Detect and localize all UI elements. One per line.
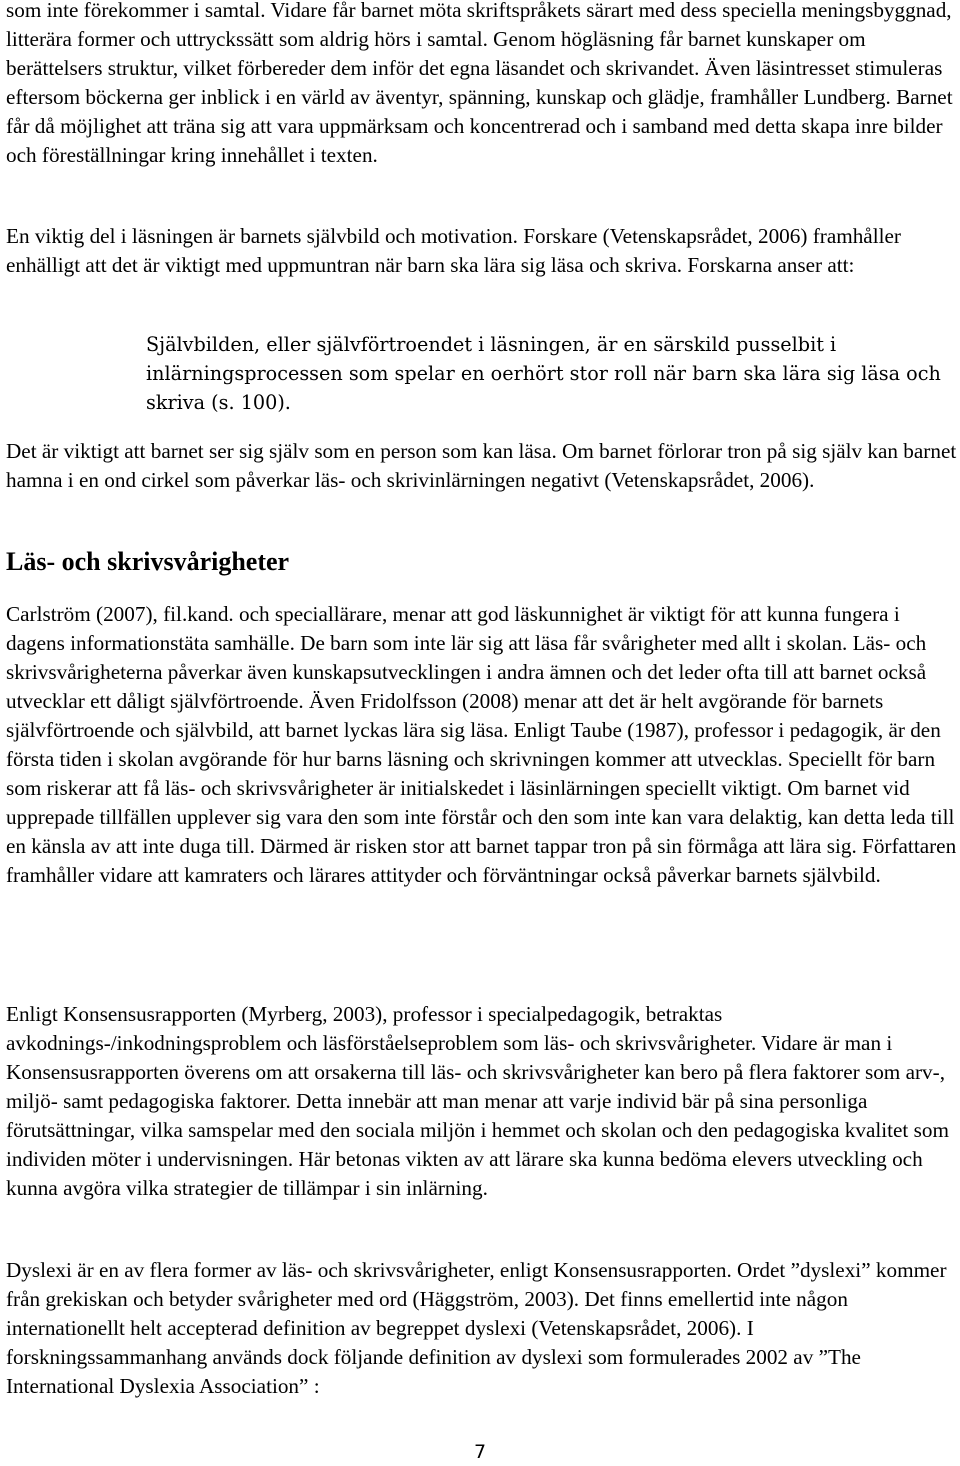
section-heading: Läs- och skrivsvårigheter xyxy=(6,547,290,576)
paragraph-self-belief: Det är viktigt att barnet ser sig själv som en person som kan läsa. Om barnet förlorar tron på sig själv kan barnet hamna i en ond cirkel som påverkar läs- och skrivinlärningen negativt (Vetenskapsrådet, 2006). xyxy=(6,439,957,492)
paragraph-reading-aloud: som inte förekommer i samtal. Vidare får barnet möta skriftspråkets särart med dess speciella meningsbyggnad, litterära former och uttryckssätt som aldrig hörs i samtal. Genom högläsning får barnet kunskaper om berättelsers struktur, vilket förbereder dem inför det egna läsandet och skrivandet. Även läsintresset stimuleras eftersom böckerna ger inblick i en värld av äventyr, spänning, kunskap och glädje, framhåller Lundberg. Barnet får då möjlighet att träna sig att vara uppmärksam och koncentrerad och i samband med detta skapa inre bilder och föreställningar kring innehållet i texten. xyxy=(6,0,953,167)
page-number: 7 xyxy=(473,1441,487,1463)
paragraph-konsensusrapporten: Enligt Konsensusrapporten (Myrberg, 2003), professor i specialpedagogik, betraktas avkodnings-/inkodningsproblem och läsförståelseproblem som läs- och skrivsvårigheter. Vidare är man i Konsensusrapporten överens om att orsakerna till läs- och skrivsvårigheter kan bero på flera faktorer som arv-, miljö- samt pedagogiska faktorer. Detta innebär att man menar att varje individ bär på sina personliga förutsättningar, vilka samspelar med den sociala miljön i hemmet och skolan och den pedagogiska kvalitet som individen möter i undervisningen. Här betonas vikten av att lärare ska kunna bedöma elevers utveckling och kunna avgöra vilka strategier de tillämpar i sin inlärning. xyxy=(6,1002,949,1200)
paragraph-dyslexi: Dyslexi är en av flera former av läs- och skrivsvårigheter, enligt Konsensusrapporten. Ordet ”dyslexi” kommer från grekiskan och betyder svårigheter med ord (Häggström, 2003). Det finns emellertid inte någon internationellt helt accepterad definition av begreppet dyslexi (Vetenskapsrådet, 2006). I forskningssammanhang används dock följande definition av dyslexi som formulerades 2002 av ”The International Dyslexia Association” : xyxy=(6,1258,947,1398)
block-quote: Självbilden, eller självförtroendet i läsningen, är en särskild pusselbit i inlärningsprocessen som spelar en oerhört stor roll när barn ska lära sig läsa och skriva (s. 100). xyxy=(146,333,941,414)
paragraph-self-image: En viktig del i läsningen är barnets självbild och motivation. Forskare (Vetenskapsrådet, 2006) framhåller enhälligt att det är viktigt med uppmuntran när barn ska lära sig läsa och skriva. Forskarna anser att: xyxy=(6,224,901,277)
paragraph-carlstrom: Carlström (2007), fil.kand. och speciallärare, menar att god läskunnighet är viktigt för att kunna fungera i dagens informationstäta samhälle. De barn som inte lär sig att läsa får svårigheter med allt i skolan. Läs- och skrivsvårigheterna påverkar även kunskapsutvecklingen i andra ämnen och det leder ofta till att barnet också utvecklar ett dåligt självförtroende. Även Fridolfsson (2008) menar att det är helt avgörande för barnets självförtroende och självbild, att barnet lyckas lära sig läsa. Enligt Taube (1987), professor i pedagogik, är den första tiden i skolan avgörande för hur barns läsning och skrivningen kommer att utvecklas. Speciellt för barn som riskerar att få läs- och skrivsvårigheter är initialskedet i läsinlärningen speciellt viktigt. Om barnet vid upprepade tillfällen upplever sig vara den som inte förstår och den som inte kan vara delaktig, kan detta leda till en känsla av att inte duga till. Därmed är risken stor att barnet tappar tron på sin förmåga att lära sig. Författaren framhåller vidare att kamraters och lärares attityder och förväntningar också påverkar barnets självbild. xyxy=(6,602,957,887)
